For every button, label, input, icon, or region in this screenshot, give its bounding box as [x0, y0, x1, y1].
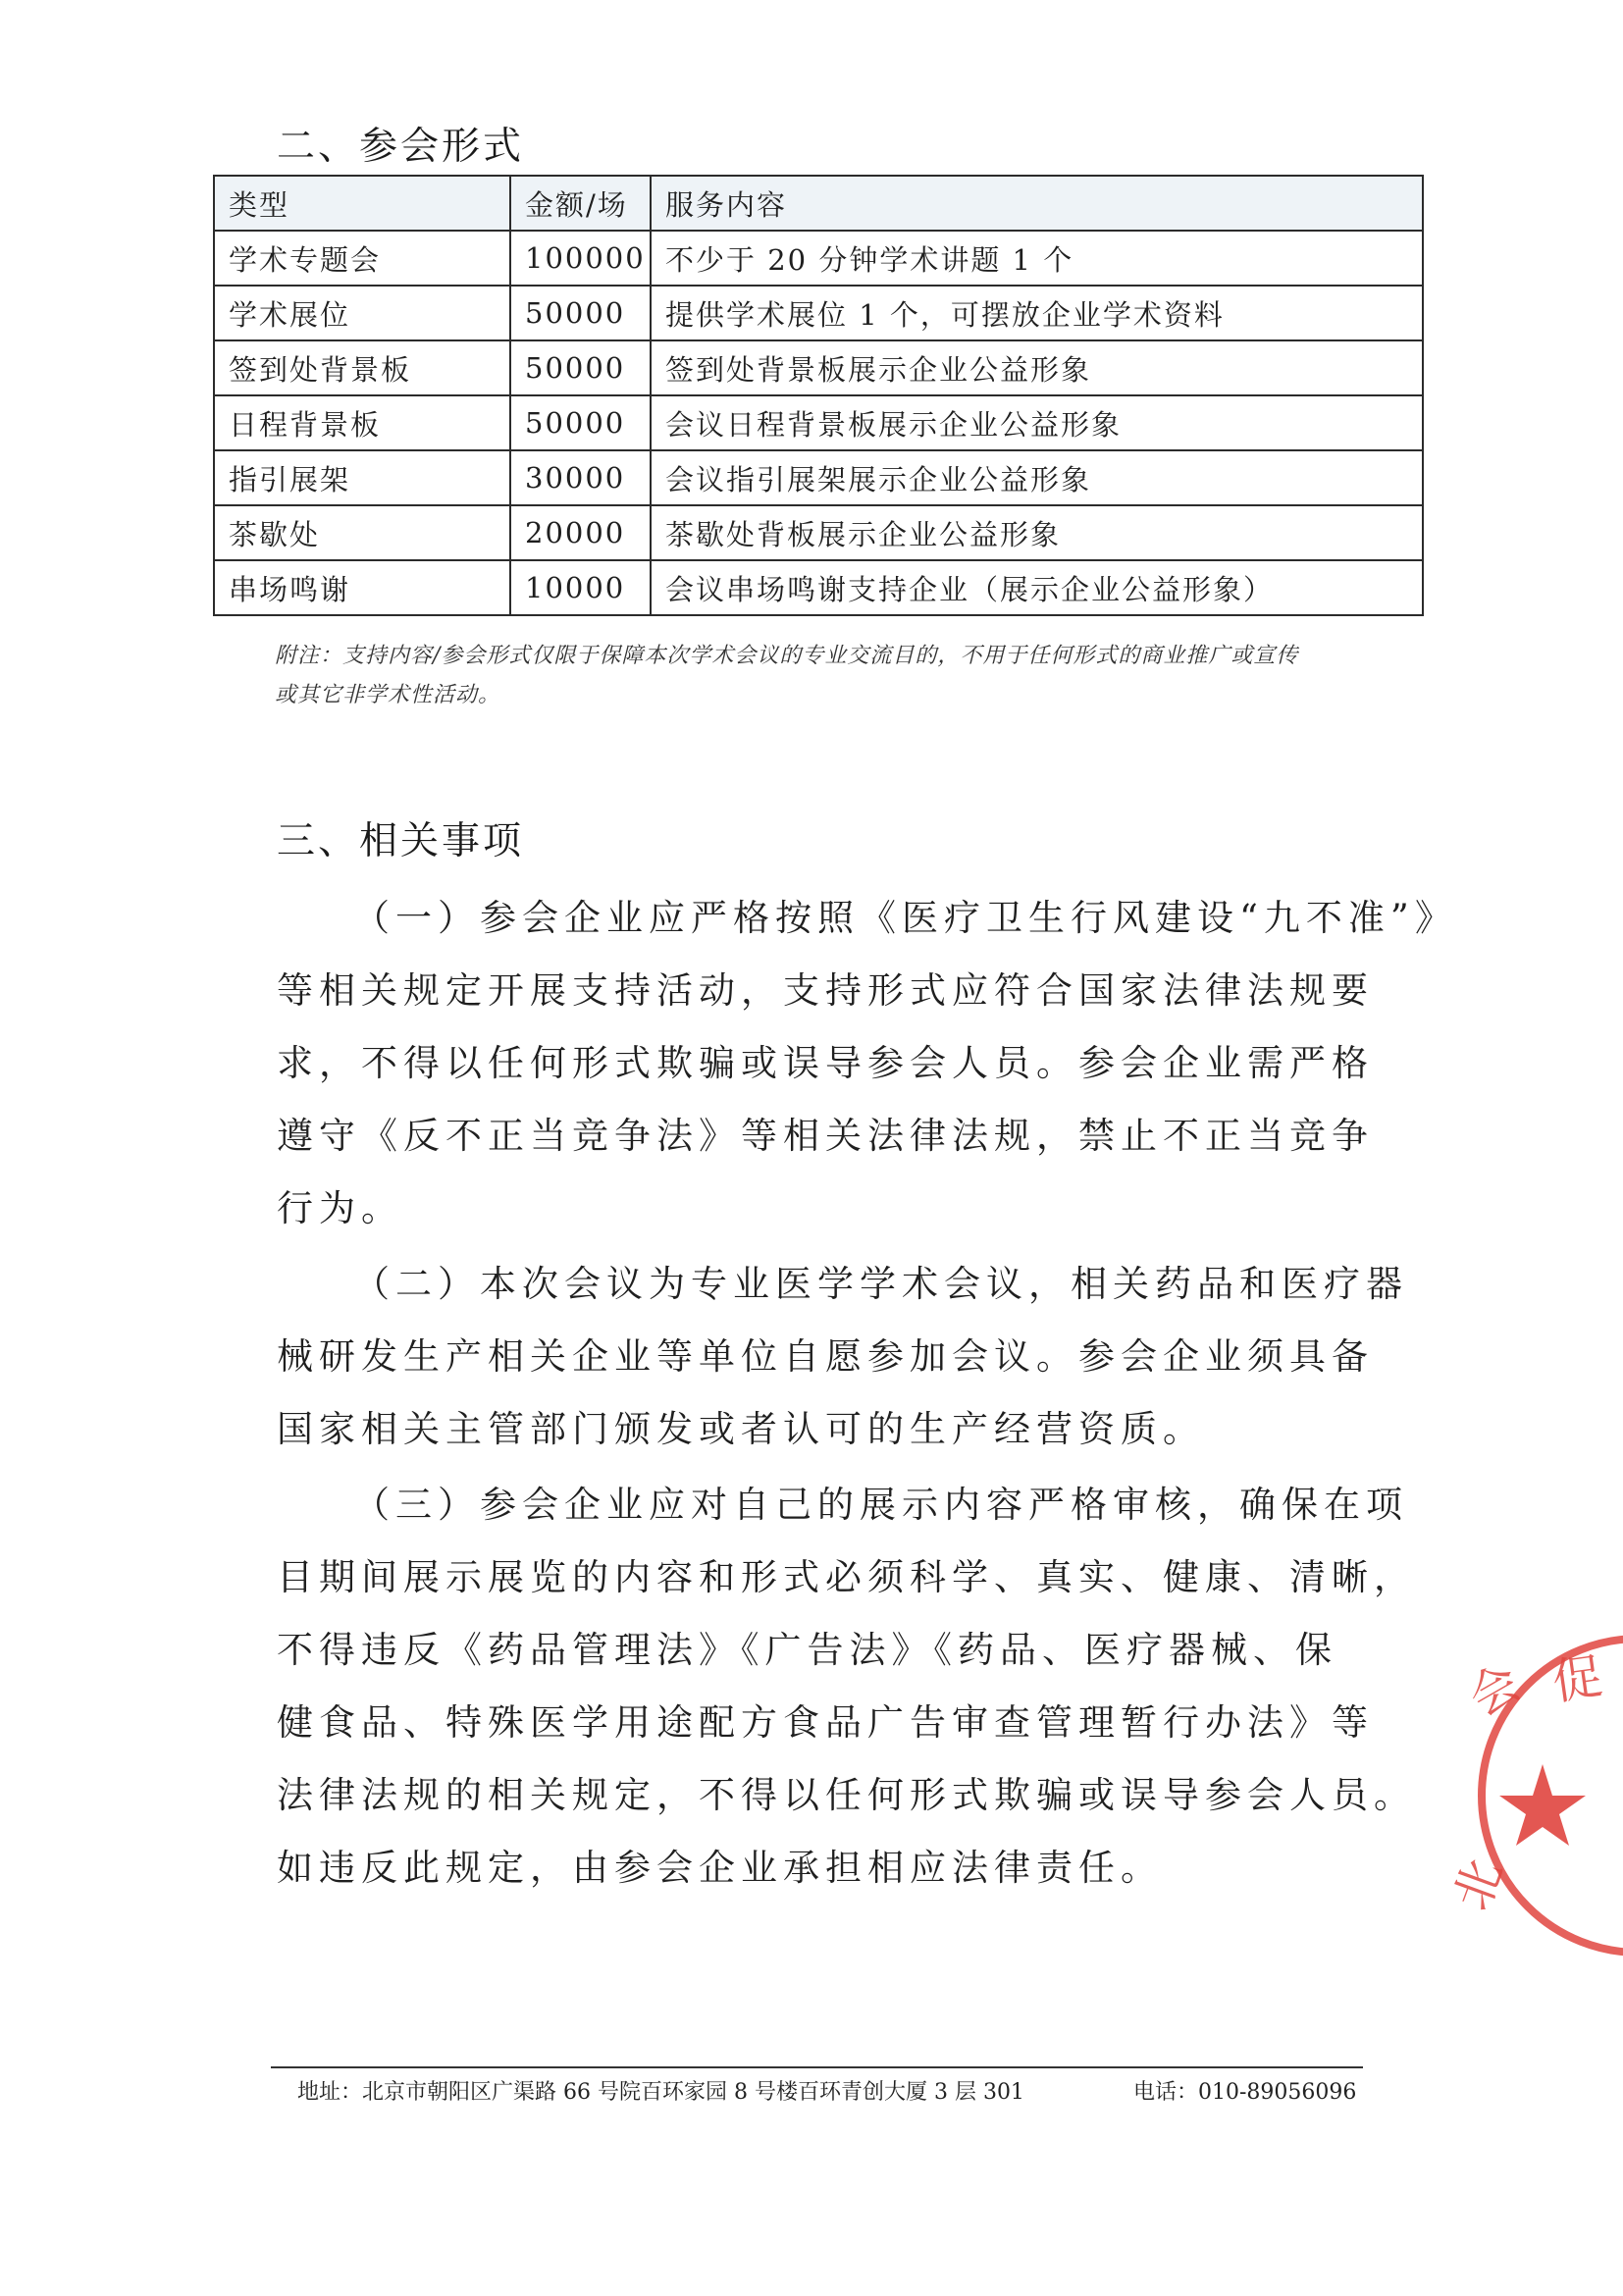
table-row [214, 340, 1423, 395]
table-note-line: 或其它非学术性活动。 [275, 683, 501, 707]
table-row [214, 505, 1423, 560]
paragraph-line: 目期间展示展览的内容和形式必须科学、真实、健康、清晰， [277, 1556, 1416, 1598]
cell-service: 会议串场鸣谢支持企业（展示企业公益形象） [651, 560, 1423, 615]
paragraph-line: 行为。 [277, 1187, 403, 1229]
column-header-service: 服务内容 [651, 176, 1423, 231]
cell-type: 串场鸣谢 [214, 560, 510, 615]
cell-amount: 30000 [510, 450, 651, 505]
paragraph-line: 如违反此规定，由参会企业承担相应法律责任。 [277, 1847, 1163, 1889]
paragraph-line: 械研发生产相关企业等单位自愿参加会议。参会企业须具备 [277, 1335, 1374, 1378]
cell-type: 日程背景板 [214, 395, 510, 450]
cell-service: 提供学术展位 1 个，可摆放企业学术资料 [651, 286, 1423, 340]
cell-type: 学术专题会 [214, 231, 510, 286]
paragraph-line: 等相关规定开展支持活动，支持形式应符合国家法律法规要 [277, 969, 1374, 1012]
cell-type: 签到处背景板 [214, 340, 510, 395]
participation-fee-table [213, 175, 1424, 616]
cell-type: 茶歇处 [214, 505, 510, 560]
cell-amount: 50000 [510, 340, 651, 395]
official-seal-stamp [1442, 1619, 1623, 1972]
cell-service: 会议日程背景板展示企业公益形象 [651, 395, 1423, 450]
cell-service: 会议指引展架展示企业公益形象 [651, 450, 1423, 505]
table-note-line: 附注：支持内容/参会形式仅限于保障本次学术会议的专业交流目的，不用于任何形式的商业推广或宣传 [275, 644, 1299, 668]
paragraph-line: （一）参会企业应严格按照《医疗卫生行风建设“九不准”》 [353, 897, 1457, 939]
column-header-type: 类型 [214, 176, 510, 231]
cell-amount: 10000 [510, 560, 651, 615]
cell-service: 不少于 20 分钟学术讲题 1 个 [651, 231, 1423, 286]
table-row [214, 560, 1423, 615]
cell-service: 茶歇处背板展示企业公益形象 [651, 505, 1423, 560]
footer-address: 地址：北京市朝阳区广渠路 66 号院百环家园 8 号楼百环青创大厦 3 层 301 [297, 2080, 1024, 2105]
table-row [214, 231, 1423, 286]
cell-type: 指引展架 [214, 450, 510, 505]
svg-text:北: 北 [1442, 1852, 1514, 1918]
footer-phone: 电话：010-89056096 [1133, 2080, 1357, 2105]
section-heading-participation-forms: 二、参会形式 [277, 125, 525, 169]
svg-text:促: 促 [1548, 1647, 1606, 1711]
table-row [214, 395, 1423, 450]
cell-amount: 20000 [510, 505, 651, 560]
paragraph-line: 健食品、特殊医学用途配方食品广告审查管理暂行办法》等 [277, 1701, 1374, 1744]
cell-amount: 50000 [510, 286, 651, 340]
paragraph-line: （二）本次会议为专业医学学术会议，相关药品和医疗器 [353, 1263, 1408, 1305]
footer-divider [271, 2066, 1363, 2068]
cell-amount: 100000 [510, 231, 651, 286]
paragraph-line: 法律法规的相关规定，不得以任何形式欺骗或误导参会人员。 [277, 1774, 1416, 1816]
cell-type: 学术展位 [214, 286, 510, 340]
paragraph-line: （三）参会企业应对自己的展示内容严格审核，确保在项 [353, 1484, 1408, 1526]
cell-service: 签到处背景板展示企业公益形象 [651, 340, 1423, 395]
paragraph-line: 国家相关主管部门颁发或者认可的生产经营资质。 [277, 1408, 1205, 1450]
column-header-amount: 金额/场 [510, 176, 651, 231]
paragraph-line: 遵守《反不正当竞争法》等相关法律法规，禁止不正当竞争 [277, 1115, 1374, 1157]
paragraph-line: 求，不得以任何形式欺骗或误导参会人员。参会企业需严格 [277, 1042, 1374, 1084]
cell-amount: 50000 [510, 395, 651, 450]
table-header-row [214, 176, 1423, 231]
section-heading-related-matters: 三、相关事项 [277, 819, 525, 863]
table-row [214, 286, 1423, 340]
table-row [214, 450, 1423, 505]
seal-star-icon [1499, 1764, 1586, 1846]
svg-text:会: 会 [1459, 1653, 1531, 1728]
paragraph-line: 不得违反《药品管理法》《广告法》《药品、医疗器械、保 [277, 1629, 1337, 1671]
